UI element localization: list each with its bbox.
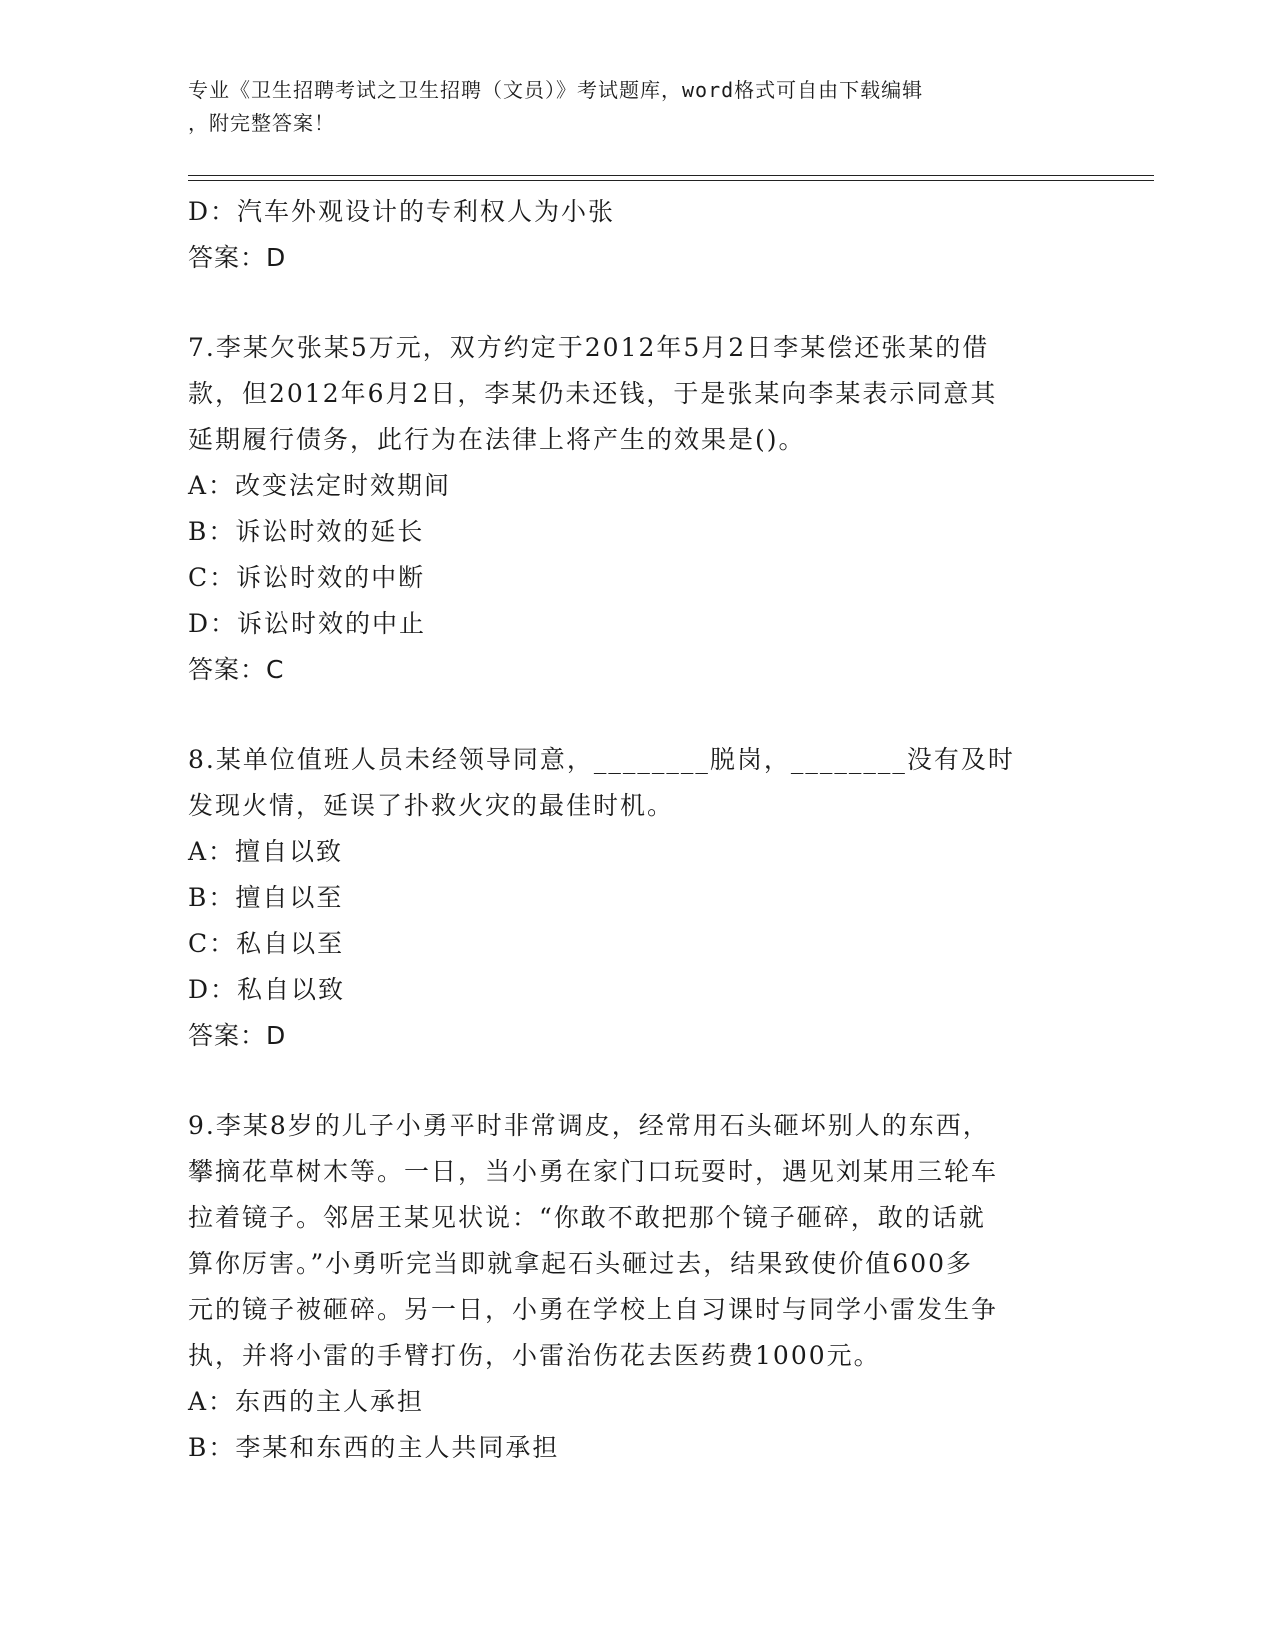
header-title-line-1: 专业《卫生招聘考试之卫生招聘（文员）》考试题库，word格式可自由下载编辑	[188, 78, 924, 102]
header-title-line-2: ，附完整答案！	[188, 111, 335, 135]
header-divider-bottom	[188, 180, 1154, 181]
question-text-line: 拉着镜子。邻居王某见状说：“你敢不敢把那个镜子砸碎，敢的话就	[188, 1203, 986, 1232]
question-text-line: 延期履行债务，此行为在法律上将产生的效果是()。	[188, 425, 806, 454]
option-c: C：诉讼时效的中断	[188, 563, 426, 592]
option-a: A：擅自以致	[188, 837, 344, 866]
question-content	[188, 189, 1088, 1471]
option-b: B：擅自以至	[188, 883, 344, 912]
answer-line: 答案：D	[188, 1021, 287, 1050]
question-text-line: 元的镜子被砸碎。另一日，小勇在学校上自习课时与同学小雷发生争	[188, 1295, 999, 1324]
option-d: D：诉讼时效的中止	[188, 609, 427, 638]
question-7	[188, 325, 1088, 693]
option-d: D：汽车外观设计的专利权人为小张	[188, 197, 616, 226]
question-text-line: 8.某单位值班人员未经领导同意，________脱岗，________没有及时	[188, 745, 1015, 774]
spacer	[188, 1059, 1088, 1103]
question-text-line: 9.李某8岁的儿子小勇平时非常调皮，经常用石头砸坏别人的东西，	[188, 1111, 990, 1140]
option-a: A：东西的主人承担	[188, 1387, 425, 1416]
document-header	[188, 74, 1068, 140]
spacer	[188, 693, 1088, 737]
answer-line: 答案：C	[188, 655, 285, 684]
option-d: D：私自以致	[188, 975, 346, 1004]
question-text-line: 算你厉害。”小勇听完当即就拿起石头砸过去，结果致使价值600多	[188, 1249, 974, 1278]
question-text-line: 攀摘花草树木等。一日，当小勇在家门口玩耍时，遇见刘某用三轮车	[188, 1157, 999, 1186]
option-c: C：私自以至	[188, 929, 345, 958]
question-8	[188, 737, 1088, 1059]
spacer	[188, 281, 1088, 325]
answer-line: 答案：D	[188, 243, 287, 272]
question-text-line: 发现火情，延误了扑救火灾的最佳时机。	[188, 791, 675, 820]
option-b: B：李某和东西的主人共同承担	[188, 1433, 560, 1462]
question-text-line: 7.李某欠张某5万元，双方约定于2012年5月2日李某偿还张某的借	[188, 333, 990, 362]
question-text-line: 款，但2012年6月2日，李某仍未还钱，于是张某向李某表示同意其	[188, 379, 998, 408]
option-b: B：诉讼时效的延长	[188, 517, 425, 546]
question-9	[188, 1103, 1088, 1471]
header-divider-top	[188, 175, 1154, 176]
question-text-line: 执，并将小雷的手臂打伤，小雷治伤花去医药费1000元。	[188, 1341, 881, 1370]
option-a: A：改变法定时效期间	[188, 471, 452, 500]
